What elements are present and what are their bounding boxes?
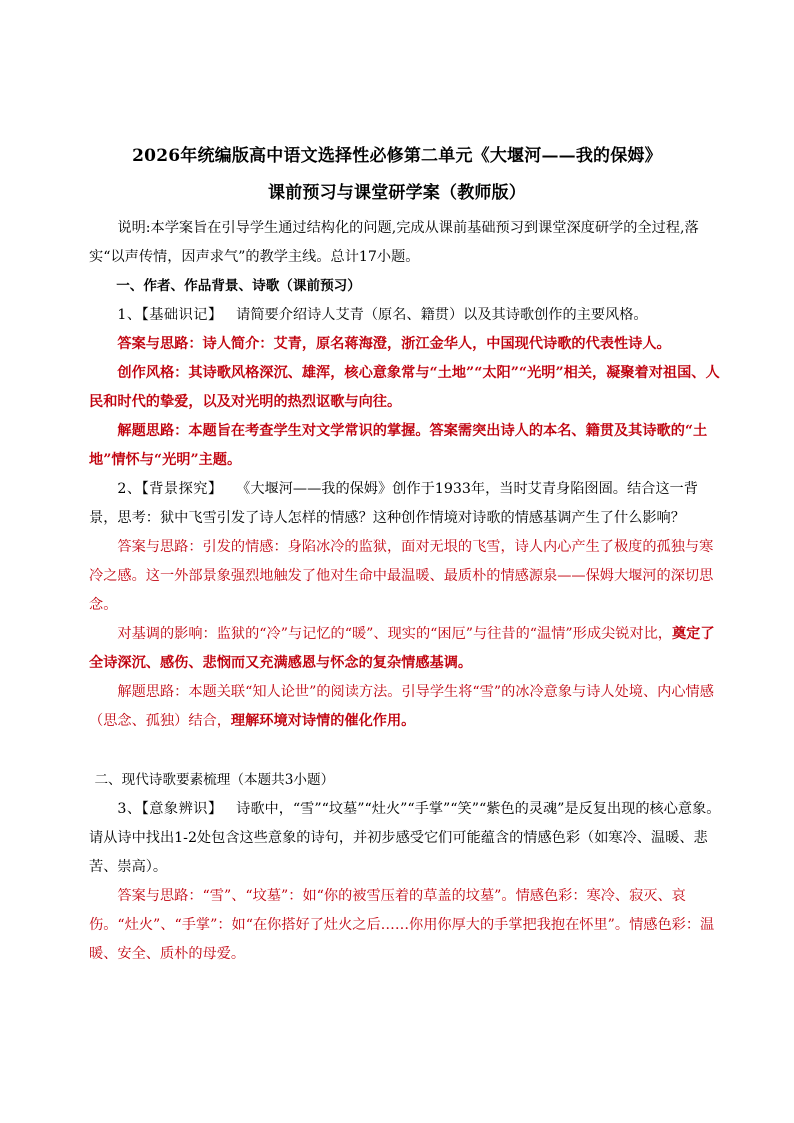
document-subtitle: 课前预习与课堂研学案（教师版） [268,183,526,203]
q3-text: 诗歌中，“雪”“坟墓”“灶火”“手掌”“笑”“紫色的灵魂”是反复出现的核心意象。请从诗中找出1-2处包含这些意象的诗句，并初步感受它们可能蕴含的情感色彩（如寒冷、温暖、悲苦、崇高）。 [89,801,721,875]
q1-analysis: 解题思路：本题旨在考查学生对文学常识的掌握。答案需突出诗人的本名、籍贯及其诗歌的“土地”情怀与“光明”主题。 [89,423,708,468]
q2-text: 《大堰河——我的保姆》创作于1933年，当时艾青身陷囹圄。结合这一背景，思考：狱中飞雪引发了诗人怎样的情感？这种创作情境对诗歌的情感基调产生了什么影响？ [89,481,698,526]
q1-text: 请简要介绍诗人艾青（原名、籍贯）以及其诗歌创作的主要风格。 [236,307,648,323]
q2-answer: 答案与思路：引发的情感：身陷冰冷的监狱，面对无垠的飞雪，诗人内心产生了极度的孤独与寒冷之感。这一外部景象强烈地触发了他对生命中最温暖、最质朴的情感源泉——保姆大堰河的深切思念。 [89,539,714,613]
q2-tone-prefix: 对基调的影响：监狱的“冷”与记忆的“暖”、现实的“困厄”与往昔的“温情”形成尖锐对比， [117,626,672,642]
q2-analysis-prefix: 解题思路：本题关联“知人论世”的阅读方法。引导学生将“雪”的冰冷意象与诗人处境、内心情感（思念、孤独）结合， [89,684,714,729]
q3-question [89,795,725,882]
spacer [89,736,725,766]
section1-heading: 一、作者、作品背景、诗歌（课前预习） [116,278,361,294]
q3-answer: 答案与思路：“雪”、“坟墓”：如“你的被雪压着的草盖的坟墓”。情感色彩：寒冷、寂灭、哀伤。“灶火”、“手掌”：如“在你搭好了灶火之后……你用你厚大的手掌把我抱在怀里”。情感色彩：温暖、安全、质朴的母爱。 [89,888,715,962]
q2-analysis-emphasis: 理解环境对诗情的催化作用。 [230,713,416,729]
q2-question [89,475,725,533]
document-body [89,214,725,969]
section2-heading: 二、现代诗歌要素梳理（本题共3小题） [94,772,335,788]
q1-style: 创作风格：其诗歌风格深沉、雄浑，核心意象常与“土地”“太阳”“光明”相关，凝聚着对祖国、人民和时代的挚爱，以及对光明的热烈讴歌与向往。 [89,365,720,410]
q2-label: 2、【背景探究】 [117,481,223,497]
document-title: 2026年统编版高中语文选择性必修第二单元《大堰河——我的保姆》 [132,146,662,166]
q2-tone-emphasis: 奠定了全诗深沉、感伤、悲悯而又充满感恩与怀念的复杂情感基调。 [89,626,715,671]
q1-answer: 答案与思路：诗人简介：艾青，原名蒋海澄，浙江金华人，中国现代诗歌的代表性诗人。 [117,336,671,352]
q3-label: 3、【意象辨识】 [117,801,223,817]
q2-tone [89,620,725,678]
intro-paragraph: 说明:本学案旨在引导学生通过结构化的问题,完成从课前基础预习到课堂深度研学的全过程,落实“以声传情，因声求气”的教学主线。总计17小题。 [89,220,699,265]
q2-analysis [89,678,725,736]
q1-question [89,301,725,330]
q1-label: 1、【基础识记】 [117,307,223,323]
